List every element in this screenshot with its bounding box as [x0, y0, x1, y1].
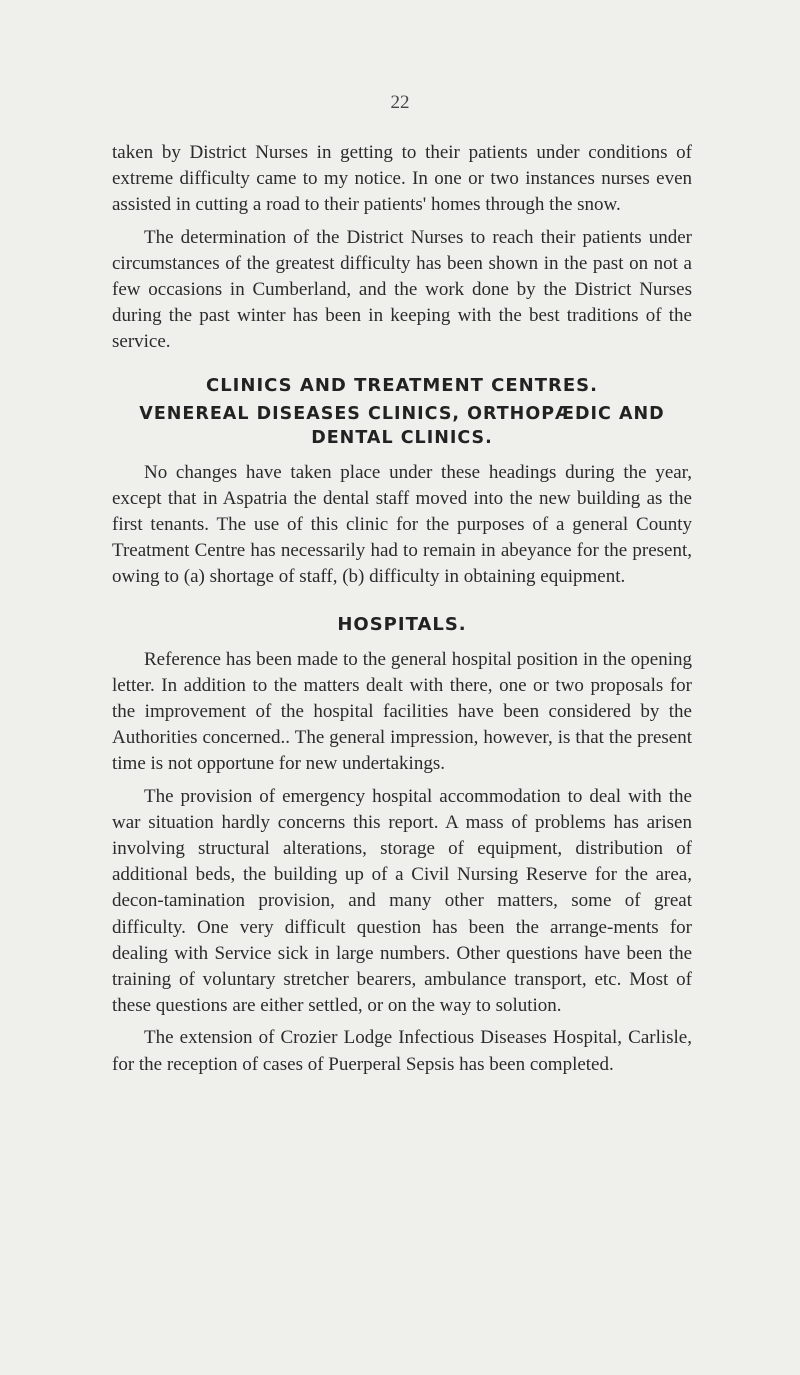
heading-clinics-treatment-centres: CLINICS AND TREATMENT CENTRES. — [206, 374, 598, 396]
document-body — [112, 140, 692, 1084]
paragraph-hospital-position: Reference has been made to the general hospital position in the opening letter. In addition to the matters dealt with there, one or two proposals for the improvement of the hospital facilities have been considered by the Authorities concerned.. The general impression, however, is that the present time is not opportune for new undertakings. — [112, 648, 692, 775]
paragraph-crozier-lodge: The extension of Crozier Lodge Infectious Diseases Hospital, Carlisle, for the reception of cases of Puerperal Sepsis has been completed. — [112, 1027, 692, 1075]
paragraph-clinics-changes: No changes have taken place under these headings during the year, except that in Aspatria the dental staff moved into the new building as the first tenants. The use of this clinic for the purposes of a general County Treatment Centre has necessarily had to remain in abeyance for the present, owing to (a) shortage of staff, (b) difficulty in obtaining equipment. — [112, 461, 692, 588]
paragraph-district-nurses-snow: taken by District Nurses in getting to their patients under conditions of extreme difficulty came to my notice. In one or two instances nurses even assisted in cutting a road to their patients' homes through the snow. — [112, 142, 692, 216]
paragraph-district-nurses-determination: The determination of the District Nurses to reach their patients under circumstances of the greatest difficulty has been shown in the past on not a few occasions in Cumberland, and the work done by the District Nurses during the past winter has been in keeping with the best traditions of the service. — [112, 226, 692, 353]
page-number: 22 — [390, 92, 410, 113]
heading-hospitals: HOSPITALS. — [337, 613, 467, 635]
heading-venereal-orthopaedic-dental: VENEREAL DISEASES CLINICS, ORTHOPÆDIC AND DENTAL CLINICS. — [139, 403, 665, 448]
paragraph-emergency-accommodation: The provision of emergency hospital accommodation to deal with the war situation hardly concerns this report. A mass of problems has arisen involving structural alterations, storage of equipment, distribution of additional beds, the building up of a Civil Nursing Reserve for the area, decon-tamination provision, and many other matters, some of great difficulty. One very difficult question has been the arrange-ments for dealing with Service sick in large numbers. Other questions have been the training of voluntary stretcher bearers, ambulance transport, etc. Most of these questions are either settled, or on the way to solution. — [112, 785, 692, 1017]
